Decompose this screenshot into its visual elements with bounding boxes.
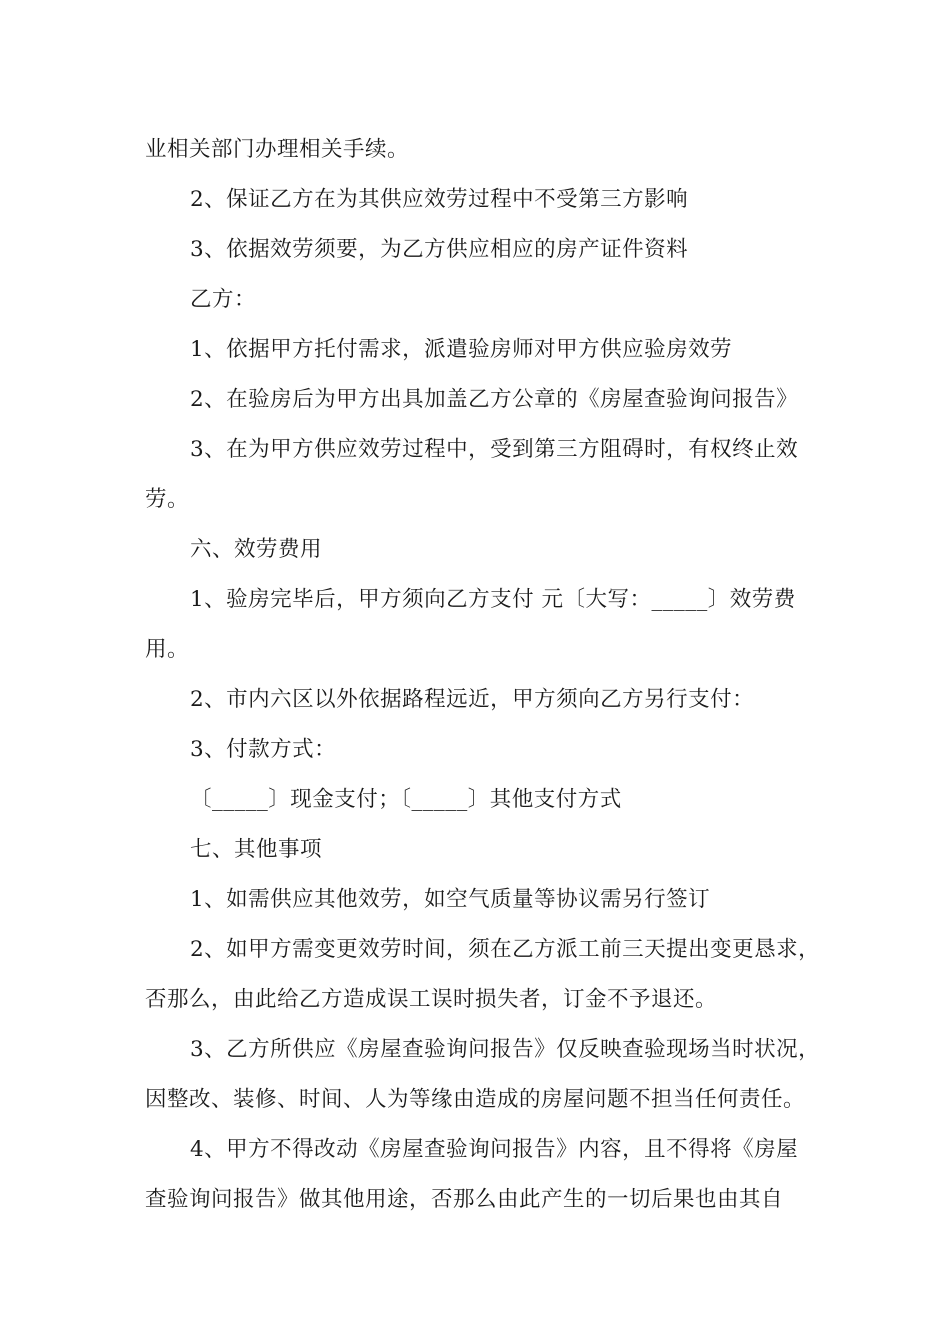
text-line: 4、甲方不得改动《房屋查验询问报告》内容，且不得将《房屋: [190, 1137, 799, 1162]
text-line: 2、保证乙方在为其供应效劳过程中不受第三方影响: [190, 187, 689, 212]
text-line: 因整改、装修、时间、人为等缘由造成的房屋问题不担当任何责任。: [145, 1087, 806, 1112]
text-line: 3、付款方式：: [190, 737, 337, 762]
text-line: 2、如甲方需变更效劳时间，须在乙方派工前三天提出变更恳求，: [190, 937, 821, 962]
text-line: 2、在验房后为甲方出具加盖乙方公章的《房屋查验询问报告》: [190, 387, 799, 412]
section-heading: 七、其他事项: [190, 837, 323, 862]
text-line: 2、市内六区以外依据路程远近，甲方须向乙方另行支付：: [190, 687, 755, 712]
text-line: 〔_____〕现金支付；〔_____〕其他支付方式: [190, 787, 622, 812]
section-heading: 六、效劳费用: [190, 537, 323, 562]
text-line: 3、在为甲方供应效劳过程中，受到第三方阻碍时，有权终止效: [190, 437, 799, 462]
text-line: 1、依据甲方托付需求，派遣验房师对甲方供应验房效劳: [190, 337, 733, 362]
text-line: 业相关部门办理相关手续。: [145, 137, 410, 162]
text-line: 劳。: [145, 487, 190, 512]
text-line: 否那么，由此给乙方造成误工误时损失者，订金不予退还。: [145, 987, 718, 1012]
text-line: 3、乙方所供应《房屋查验询问报告》仅反映查验现场当时状况，: [190, 1037, 821, 1062]
text-line: 用。: [145, 637, 190, 662]
text-line: 乙方：: [190, 287, 257, 312]
text-line: 1、验房完毕后，甲方须向乙方支付 元〔大写：_____〕效劳费: [190, 587, 796, 612]
text-line: 查验询问报告》做其他用途，否那么由此产生的一切后果也由其自: [145, 1187, 784, 1212]
text-line: 3、依据效劳须要，为乙方供应相应的房产证件资料: [190, 237, 689, 262]
text-line: 1、如需供应其他效劳，如空气质量等协议需另行签订: [190, 887, 711, 912]
